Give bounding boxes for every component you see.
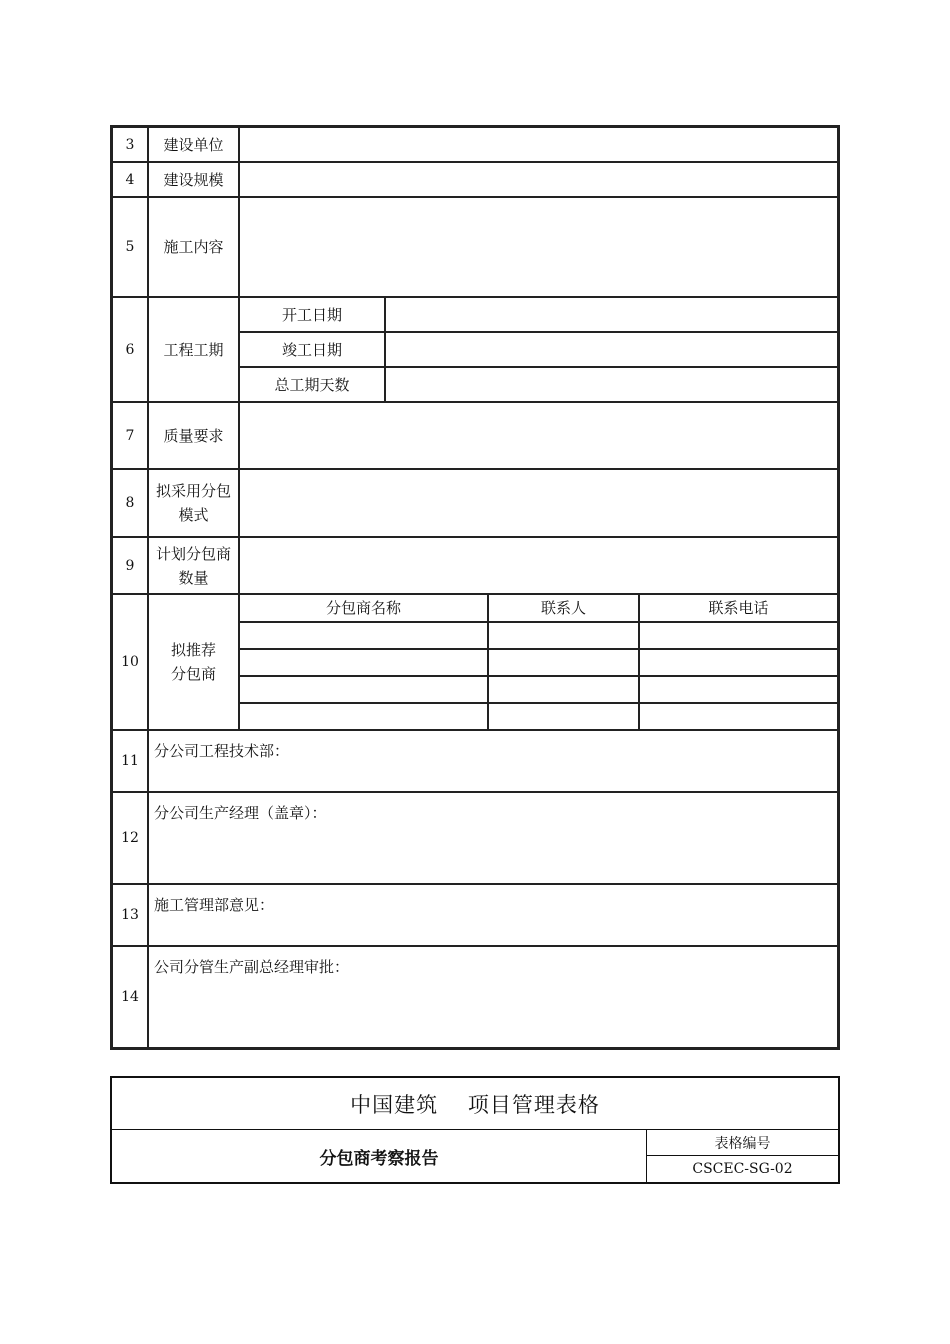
form-name: 分包商考察报告 [112,1130,647,1182]
label-construction-unit: 建设单位 [148,127,239,162]
header-contact-person: 联系人 [488,594,639,622]
quality-requirement-field[interactable] [239,402,838,469]
row-number: 3 [112,127,148,162]
label-recommended-subcontractors [148,594,239,730]
contact-person-field[interactable] [488,622,639,649]
subcontractor-name-field[interactable] [239,703,488,730]
row-number: 6 [112,297,148,402]
label-line: 拟推荐 [170,641,216,659]
subcontractor-count-field[interactable] [239,537,838,594]
row-number: 12 [112,792,148,884]
label-line: 模式 [178,506,209,524]
label-subcontract-mode [148,469,239,537]
row-number: 11 [112,730,148,792]
subcontractor-inspection-form [110,125,840,1050]
construction-scale-field[interactable] [239,162,838,197]
form-code-label: 表格编号 [647,1130,838,1156]
row-number: 5 [112,197,148,297]
branch-production-manager-field[interactable]: 分公司生产经理（盖章）： [148,792,838,884]
label-line: 拟采用分包 [155,482,231,500]
contact-phone-field[interactable] [639,622,838,649]
row-number: 13 [112,884,148,946]
label-project-duration: 工程工期 [148,297,239,402]
header-subcontractor-name: 分包商名称 [239,594,488,622]
row-number: 9 [112,537,148,594]
contact-person-field[interactable] [488,676,639,703]
label-quality-requirement: 质量要求 [148,402,239,469]
branch-engineering-dept-field[interactable]: 分公司工程技术部： [148,730,838,792]
label-start-date: 开工日期 [239,297,385,332]
form-footer [110,1076,840,1184]
contact-phone-field[interactable] [639,703,838,730]
start-date-field[interactable] [385,297,838,332]
contact-person-field[interactable] [488,703,639,730]
row-number: 14 [112,946,148,1048]
contact-phone-field[interactable] [639,676,838,703]
contact-phone-field[interactable] [639,649,838,676]
row-number: 8 [112,469,148,537]
label-total-days: 总工期天数 [239,367,385,402]
label-construction-scale: 建设规模 [148,162,239,197]
deputy-gm-approval-field[interactable]: 公司分管生产副总经理审批： [148,946,838,1048]
label-completion-date: 竣工日期 [239,332,385,367]
row-number: 7 [112,402,148,469]
construction-unit-field[interactable] [239,127,838,162]
label-subcontractor-count [148,537,239,594]
construction-management-opinion-field[interactable]: 施工管理部意见： [148,884,838,946]
total-days-field[interactable] [385,367,838,402]
row-number: 4 [112,162,148,197]
label-line: 计划分包商 [155,544,231,563]
footer-title: 中国建筑 项目管理表格 [112,1078,838,1130]
subcontractor-name-field[interactable] [239,622,488,649]
subcontractor-name-field[interactable] [239,676,488,703]
subcontract-mode-field[interactable] [239,469,838,537]
subcontractor-name-field[interactable] [239,649,488,676]
label-line: 数量 [178,568,209,587]
label-construction-content: 施工内容 [148,197,239,297]
label-line: 分包商 [170,665,216,683]
header-contact-phone: 联系电话 [639,594,838,622]
contact-person-field[interactable] [488,649,639,676]
form-code-value: CSCEC-SG-02 [692,1161,793,1177]
completion-date-field[interactable] [385,332,838,367]
row-number: 10 [112,594,148,730]
construction-content-field[interactable] [239,197,838,297]
